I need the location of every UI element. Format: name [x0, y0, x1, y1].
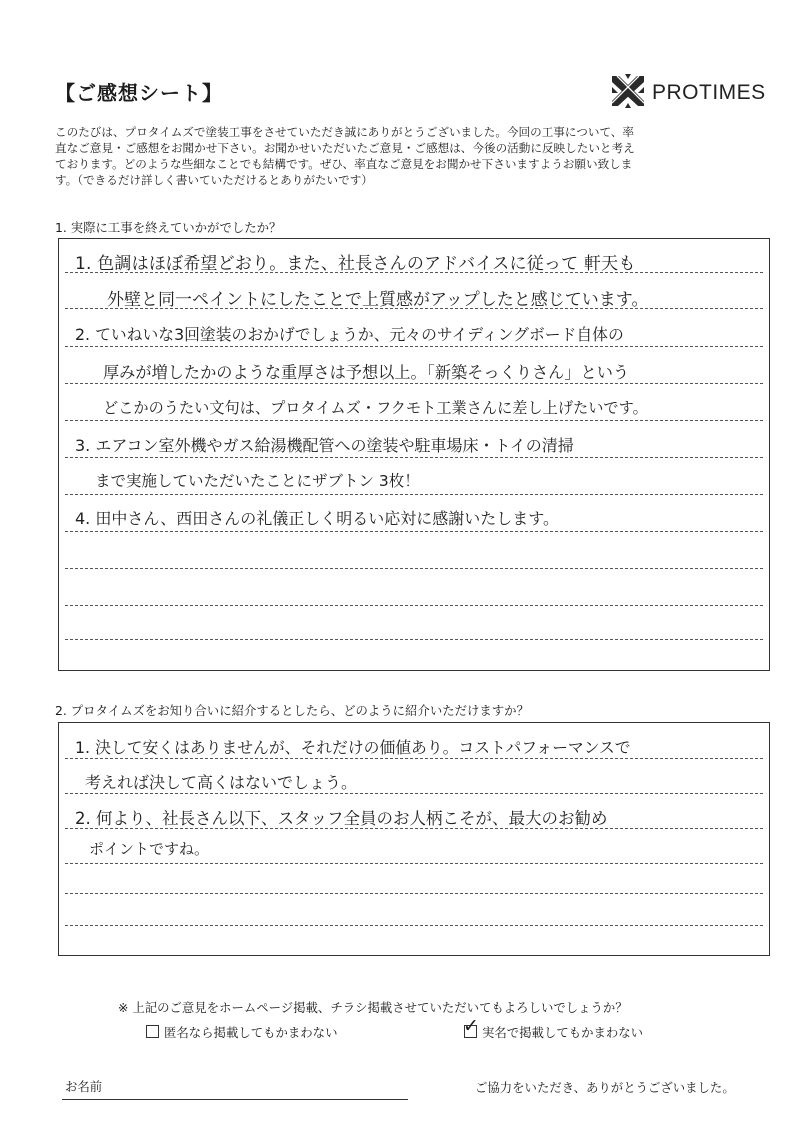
thanks-message: ご協力をいただき、ありがとうございました。 — [475, 1080, 735, 1095]
option-anonymous[interactable] — [146, 1023, 337, 1041]
ruled-line — [65, 383, 763, 384]
option-anonymous-label: 匿名なら掲載してもかまわない — [164, 1025, 338, 1040]
name-field-underline[interactable] — [62, 1098, 408, 1100]
handwritten-answer-line: 外壁と同一ペイントにしたことで上質感がアップしたと感じています。 — [107, 290, 649, 310]
checkmark-icon: ✓ — [463, 1015, 479, 1037]
logo-wordmark: PROTIMES — [652, 81, 766, 104]
ruled-line — [65, 457, 763, 458]
ruled-line — [65, 863, 763, 864]
option-realname-label: 実名で掲載してもかまわない — [482, 1025, 644, 1040]
handwritten-answer-line: ポイントですね。 — [89, 840, 210, 858]
ruled-line — [65, 793, 763, 794]
handwritten-answer-line: 1. 決して安くはありませんが、それだけの価値あり。コストパフォーマンスで — [75, 738, 631, 757]
handwritten-answer-line: 2. ていねいな3回塗装のおかげでしょうか、元々のサイディングボード自体の — [75, 325, 624, 344]
page-title: 【ご感想シート】 — [55, 81, 223, 105]
protimes-logo-icon — [608, 70, 648, 110]
protimes-logo — [608, 70, 768, 110]
intro-text: このたびは、プロタイムズで塗装工事をさせていただき誠にありがとうございました。今回の工事について、率 直なご意見・ご感想をお聞かせ下さい。お聞かせいただいたご意見・ご感想は、今後の活動に反映したいと考え ております。どのような些細なことでも結構です。ぜひ、率直なご意見をお聞かせ下さいますようお願い致しま す。（できるだけ詳しく書いていただけるとありがたいです） — [55, 125, 635, 187]
handwritten-answer-line: どこかのうたい文句は、プロタイムズ・フクモト工業さんに差し上げたいです。 — [103, 399, 648, 417]
handwritten-answer-line: 2. 何より、社長さん以下、スタッフ全員のお人柄こそが、最大のお勧め — [75, 809, 608, 828]
handwritten-answer-line: 3. エアコン室外機やガス給湯機配管への塗装や駐車場床・トイの清掃 — [75, 436, 574, 455]
handwritten-answer-line: 1. 色調はほぼ希望どおり。また、社長さんのアドバイスに従って 軒天も — [75, 254, 636, 274]
option-realname[interactable] — [463, 1015, 644, 1041]
name-field-label: お名前 — [65, 1079, 103, 1094]
anonymous-checkbox[interactable] — [146, 1025, 159, 1038]
question-2-answer-box[interactable] — [58, 722, 770, 956]
question-1-label: 1. 実際に工事を終えていかがでしたか？ — [55, 220, 282, 235]
ruled-line — [65, 494, 763, 495]
ruled-line — [65, 568, 763, 569]
ruled-line — [65, 420, 763, 421]
ruled-line — [65, 639, 763, 640]
question-1-answer-box[interactable] — [58, 238, 770, 671]
handwritten-answer-line: 考えれば決して高くはないでしょう。 — [85, 773, 358, 792]
handwritten-answer-line: 4. 田中さん、西田さんの礼儀正しく明るい応対に感謝いたします。 — [75, 509, 560, 528]
ruled-line — [65, 758, 763, 759]
ruled-line — [65, 893, 763, 894]
handwritten-answer-line: 厚みが増したかのような重厚さは予想以上。「新築そっくりさん」という — [103, 363, 630, 382]
ruled-line — [65, 925, 763, 926]
handwritten-answer-line: まで実施していただいたことにザブトン 3枚！ — [95, 472, 420, 490]
ruled-line — [65, 531, 763, 532]
ruled-line — [65, 605, 763, 606]
question-2-label: 2. プロタイムズをお知り合いに紹介するとしたら、どのように紹介いただけますか？ — [55, 703, 529, 718]
ruled-line — [65, 346, 763, 347]
publication-permission-note: ※ 上記のご意見をホームページ掲載、チラシ掲載させていただいてもよろしいでしょうか？ — [118, 1000, 628, 1015]
realname-checkbox[interactable] — [463, 1015, 479, 1038]
